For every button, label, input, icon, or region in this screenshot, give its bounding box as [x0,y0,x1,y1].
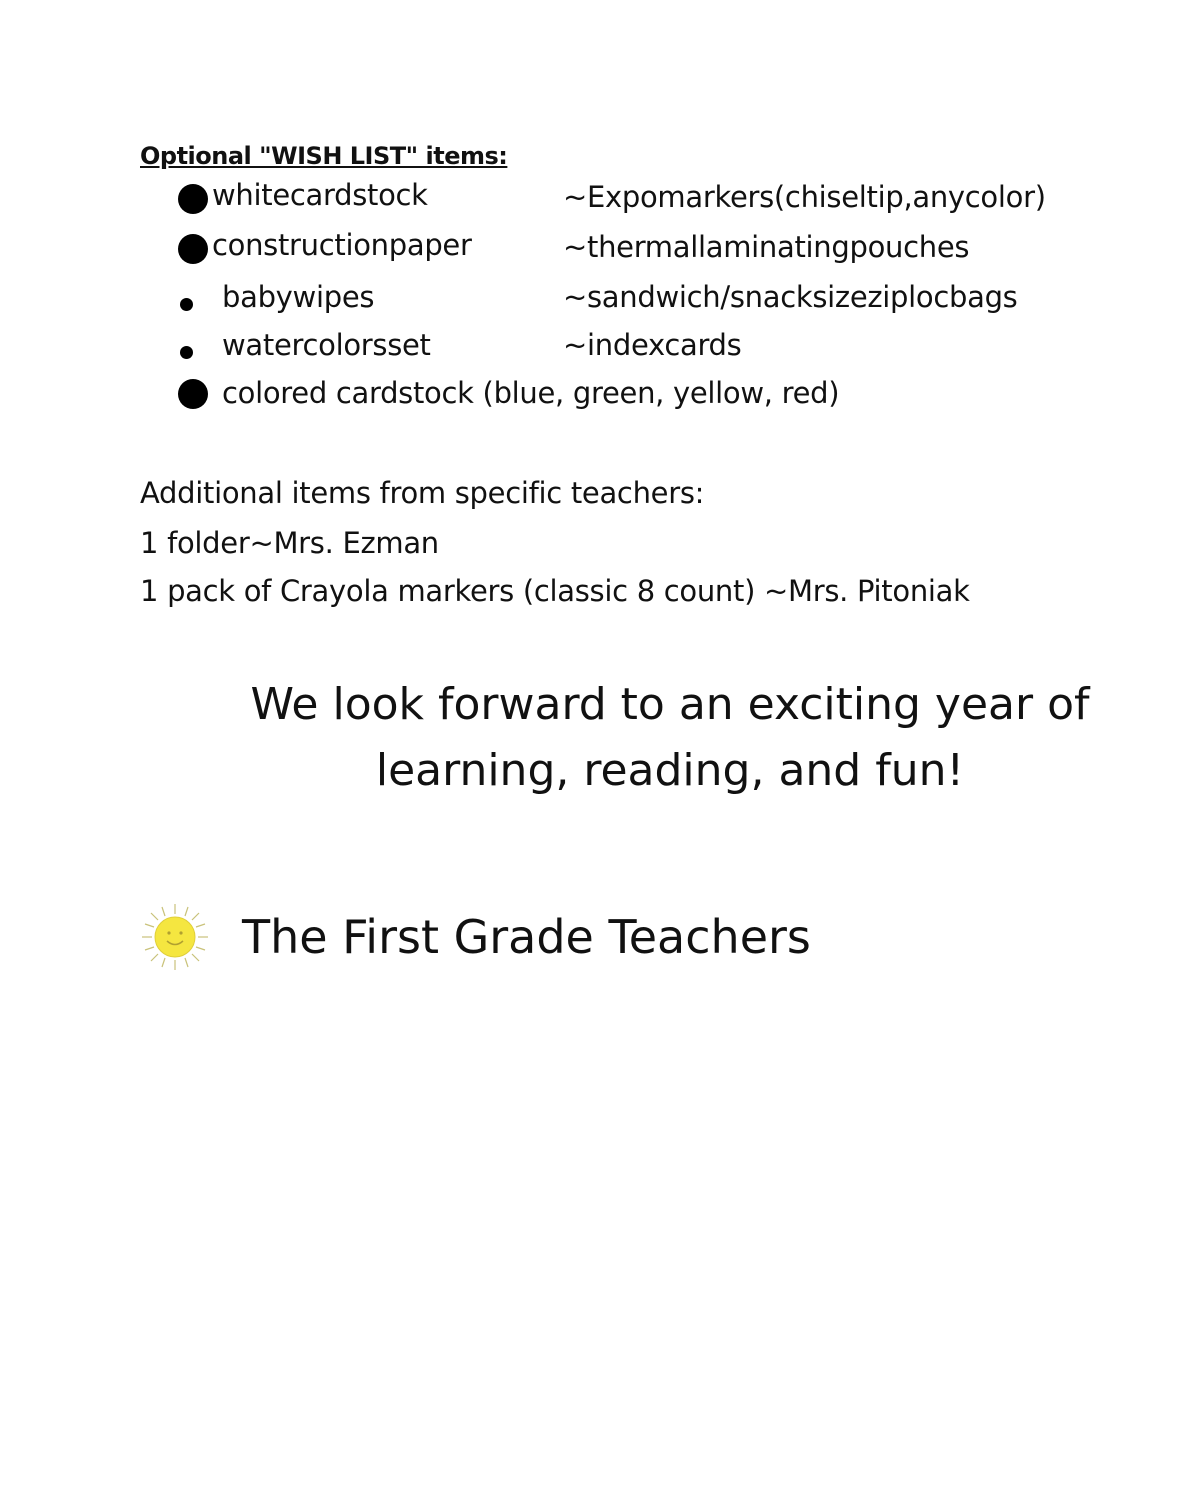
signature-block [140,900,1040,990]
wish-item: watercolorsset [222,328,431,362]
bullet-icon [180,346,193,359]
additional-item: 1 folder~Mrs. Ezman [140,526,439,560]
wish-item: whitecardstock [212,178,428,212]
wish-list-heading: Optional "WISH LIST" items: [140,142,508,170]
bullet-icon [178,234,208,264]
wish-list-row [0,376,1200,422]
signature-text: The First Grade Teachers [242,910,811,964]
wish-item: ~thermallaminatingpouches [563,230,970,264]
wish-item: constructionpaper [212,228,472,262]
wish-item: colored cardstock (blue, green, yellow, red) [222,376,840,410]
closing-line: We look forward to an exciting year of [250,679,1090,730]
wish-item: ~indexcards [563,328,742,362]
additional-heading: Additional items from specific teachers: [140,476,705,510]
wish-list-row [0,328,1200,374]
bullet-icon [180,298,193,311]
wish-item: ~sandwich/snacksizeziplocbags [563,280,1018,314]
additional-item: 1 pack of Crayola markers (classic 8 count) ~Mrs. Pitoniak [140,574,970,608]
wish-list-row [0,280,1200,326]
wish-list-row [0,228,1200,274]
closing-message [140,672,1200,804]
wish-list-row [0,178,1200,224]
closing-line: learning, reading, and fun! [375,745,965,796]
bullet-icon [178,184,208,214]
wish-item: ~Expomarkers(chiseltip,anycolor) [563,180,1046,214]
wish-item: babywipes [222,280,375,314]
sun-icon [140,902,210,972]
bullet-icon [178,379,208,409]
